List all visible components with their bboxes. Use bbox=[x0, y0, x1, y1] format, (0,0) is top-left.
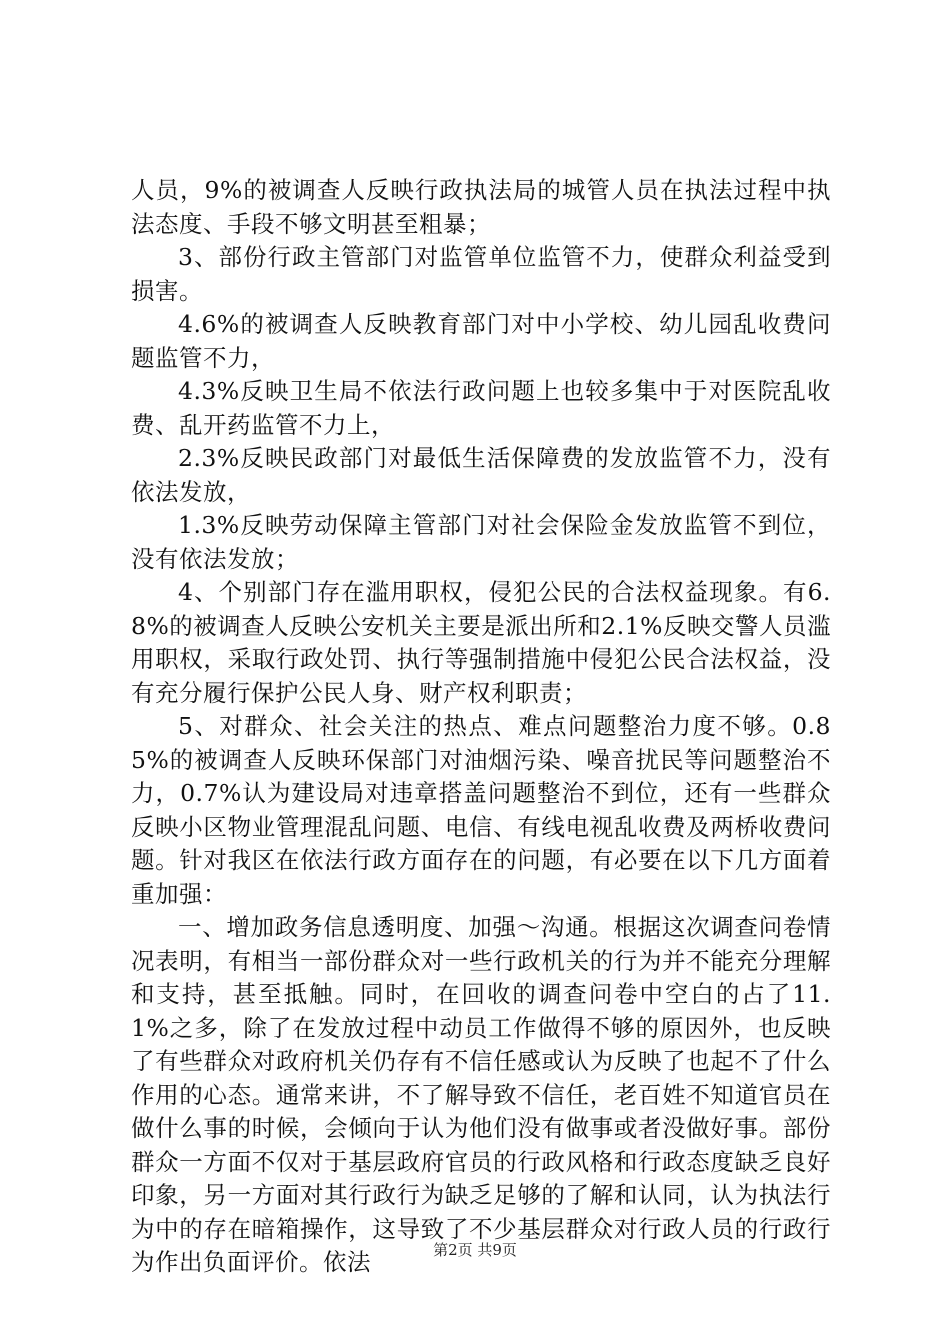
paragraph: 4.6%的被调查人反映教育部门对中小学校、幼儿园乱收费问题监管不力， bbox=[131, 310, 831, 372]
paragraph: 人员，9%的被调查人反映行政执法局的城管人员在执法过程中执法态度、手段不够文明甚至粗暴； bbox=[131, 176, 831, 238]
paragraph: 2.3%反映民政部门对最低生活保障费的发放监管不力，没有依法发放， bbox=[131, 444, 831, 506]
paragraph: 一、增加政务信息透明度、加强～沟通。根据这次调查问卷情况表明，有相当一部份群众对一些行政机关的行为并不能充分理解和支持，甚至抵触。同时，在回收的调查问卷中空白的占了11.1%之多，除了在发放过程中动员工作做得不够的原因外，也反映了有些群众对政府机关仍存有不信任感或认为反映了也起不了什么作用的心态。通常来讲，不了解导致不信任，老百姓不知道官员在做什么事的时候，会倾向于认为他们没有做事或者没做好事。部份群众一方面不仅对于基层政府官员的行政风格和行政态度缺乏良好印象，另一方面对其行政行为缺乏足够的了解和认同，认为执法行为中的存在暗箱操作，这导致了不少基层群众对行政人员的行政行为作出负面评价。依法 bbox=[131, 913, 831, 1276]
page-footer bbox=[0, 1240, 950, 1260]
document-body bbox=[131, 174, 831, 1280]
paragraph: 4.3%反映卫生局不依法行政问题上也较多集中于对医院乱收费、乱开药监管不力上， bbox=[131, 377, 831, 439]
paragraph: 5、对群众、社会关注的热点、难点问题整治力度不够。0.85%的被调查人反映环保部门对油烟污染、噪音扰民等问题整治不力，0.7%认为建设局对违章搭盖问题整治不到位，还有一些群众反映小区物业管理混乱问题、电信、有线电视乱收费及两桥收费问题。针对我区在依法行政方面存在的问题，有必要在以下几方面着重加强： bbox=[131, 712, 831, 908]
paragraph: 3、部份行政主管部门对监管单位监管不力，使群众利益受到损害。 bbox=[131, 243, 831, 305]
page-number-label: 第2页 共9页 bbox=[433, 1241, 517, 1259]
paragraph: 1.3%反映劳动保障主管部门对社会保险金发放监管不到位，没有依法发放； bbox=[131, 511, 831, 573]
paragraph: 4、个别部门存在滥用职权，侵犯公民的合法权益现象。有6.8%的被调查人反映公安机关主要是派出所和2.1%反映交警人员滥用职权，采取行政处罚、执行等强制措施中侵犯公民合法权益，没有充分履行保护公民人身、财产权利职责； bbox=[131, 578, 831, 707]
